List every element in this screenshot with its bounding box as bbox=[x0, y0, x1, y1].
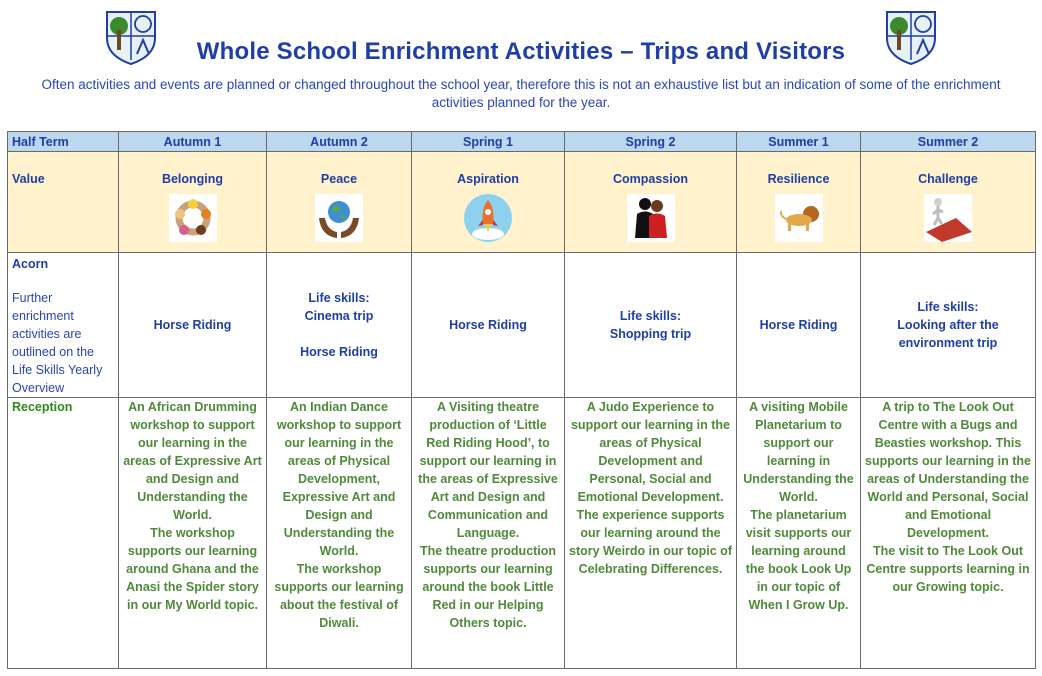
value-cell bbox=[861, 152, 1036, 253]
enrichment-table bbox=[7, 131, 1036, 669]
reception-cell: A visiting Mobile Planetarium to support our learning in Understanding the World. The planetarium visit supports our learning around the book Look Up in our topic of When I Grow Up. bbox=[737, 398, 861, 669]
acorn-note: Further enrichment activities are outlined on the Life Skills Yearly Overview bbox=[12, 291, 103, 395]
value-name: Aspiration bbox=[457, 172, 519, 186]
acorn-row bbox=[8, 253, 1036, 398]
header-autumn-2: Autumn 2 bbox=[267, 132, 412, 152]
acorn-cell: Horse Riding bbox=[412, 253, 565, 398]
header-spring-1: Spring 1 bbox=[412, 132, 565, 152]
challenge-stairs-icon bbox=[922, 192, 974, 244]
page-title: Whole School Enrichment Activities – Trips and Visitors bbox=[196, 38, 846, 65]
value-name: Compassion bbox=[612, 172, 688, 186]
hands-globe-icon bbox=[313, 192, 365, 244]
header-summer-1: Summer 1 bbox=[737, 132, 861, 152]
reception-cell: A Visiting theatre production of ‘Little Red Riding Hood’, to support our learning in the areas of Expressive Art and Design and Communication and Language. The theatre production supports our learning around the book Little Red in our Helping Others topic. bbox=[412, 398, 565, 669]
value-name: Belonging bbox=[161, 172, 224, 186]
value-cell bbox=[267, 152, 412, 253]
acorn-label: Acorn bbox=[12, 257, 49, 271]
header-spring-2: Spring 2 bbox=[565, 132, 737, 152]
value-row bbox=[8, 152, 1036, 253]
reception-cell: A Judo Experience to support our learning in the areas of Physical Development and Personal, Social and Emotional Development. The experience supports our learning around the story Weirdo in our topic of Celebrating Differences. bbox=[565, 398, 737, 669]
embrace-icon bbox=[625, 192, 677, 244]
reception-cell: A trip to The Look Out Centre with a Bugs and Beasties workshop. This supports our learning in the areas of Understanding the World and Personal, Social and Emotional Development. The visit to The Look Out Centre supports learning in our Growing topic. bbox=[861, 398, 1036, 669]
value-name: Resilience bbox=[767, 172, 830, 186]
header-summer-2: Summer 2 bbox=[861, 132, 1036, 152]
acorn-cell: Life skills: Shopping trip bbox=[565, 253, 737, 398]
value-cell bbox=[565, 152, 737, 253]
acorn-cell: Life skills: Looking after the environment trip bbox=[861, 253, 1036, 398]
acorn-cell: Life skills: Cinema trip Horse Riding bbox=[267, 253, 412, 398]
reception-cell: An Indian Dance workshop to support our learning in the areas of Physical Development, Expressive Art and Design and Understanding the World. The workshop supports our learning about the festival of Diwali. bbox=[267, 398, 412, 669]
hands-circle-icon bbox=[167, 192, 219, 244]
acorn-row-label bbox=[8, 253, 119, 398]
rocket-icon bbox=[462, 192, 514, 244]
header-row bbox=[8, 132, 1036, 152]
acorn-cell: Horse Riding bbox=[119, 253, 267, 398]
reception-cell: An African Drumming workshop to support our learning in the areas of Expressive Art and Design and Understanding the World. The workshop supports our learning around Ghana and the Anasi the Spider story in our My World topic. bbox=[119, 398, 267, 669]
value-cell bbox=[412, 152, 565, 253]
value-cell bbox=[119, 152, 267, 253]
header-half-term: Half Term bbox=[8, 132, 119, 152]
value-cell bbox=[737, 152, 861, 253]
page-subtitle: Often activities and events are planned or changed throughout the school year, therefore this is not an exhaustive list but an indication of some of the enrichment activities planned for the year. bbox=[41, 77, 1001, 110]
header-autumn-1: Autumn 1 bbox=[119, 132, 267, 152]
value-name: Challenge bbox=[918, 172, 978, 186]
value-row-label: Value bbox=[8, 152, 119, 253]
value-name: Peace bbox=[320, 172, 358, 186]
reception-label: Reception bbox=[8, 398, 119, 669]
acorn-cell: Horse Riding bbox=[737, 253, 861, 398]
lion-icon bbox=[773, 192, 825, 244]
reception-row bbox=[8, 398, 1036, 669]
